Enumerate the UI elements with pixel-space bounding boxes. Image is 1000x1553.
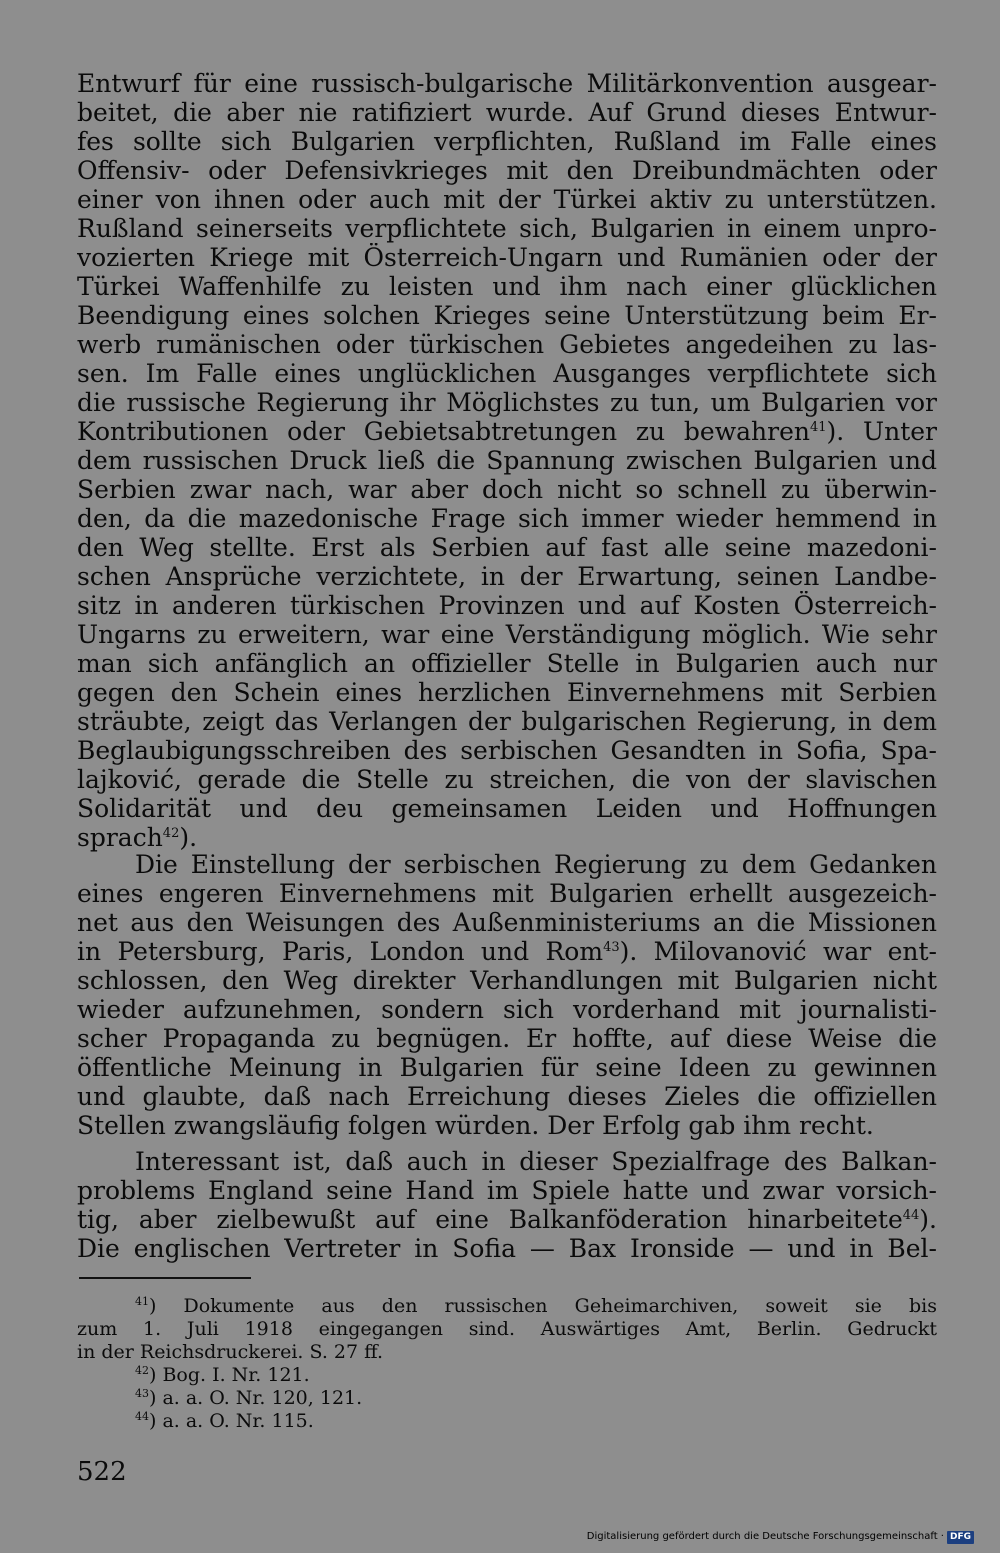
- text-line: einer von ihnen oder auch mit der Türkei aktiv zu unterstützen.: [77, 185, 937, 214]
- footnote-text: ) Dokumente aus den russischen Geheimarchiven, soweit sie bis: [149, 1295, 937, 1317]
- text-line: Entwurf für eine russisch-bulgarische Militärkonvention ausgear-: [77, 69, 937, 98]
- footnote-41: [77, 1295, 937, 1318]
- text-line: Interessant ist, daß auch in dieser Spezialfrage des Balkan-: [135, 1147, 937, 1176]
- credit-text: Digitalisierung gefördert durch die Deutsche Forschungsgemeinschaft ·: [586, 1531, 944, 1542]
- text-segment: ).: [919, 1205, 937, 1234]
- text-line: vozierten Kriege mit Österreich-Ungarn und Rumänien oder der: [77, 243, 937, 272]
- footnote-line: in der Reichsdruckerei. S. 27 ff.: [77, 1341, 383, 1363]
- text-line: Die englischen Vertreter in Sofia — Bax Ironside — und in Bel-: [77, 1234, 937, 1263]
- text-line: den, da die mazedonische Frage sich immer wieder hemmend in: [77, 504, 937, 533]
- text-segment: Kontributionen oder Gebietsabtretungen zu bewahren: [77, 417, 810, 446]
- footnote-marker: 43: [135, 1387, 149, 1400]
- text-segment: ). Unter: [826, 417, 937, 446]
- page-number: 522: [77, 1457, 127, 1487]
- footnote-ref: 44: [902, 1208, 920, 1223]
- text-line: Beglaubigungsschreiben des serbischen Gesandten in Sofia, Spa-: [77, 736, 937, 765]
- footnote-line: zum 1. Juli 1918 eingegangen sind. Auswärtiges Amt, Berlin. Gedruckt: [77, 1318, 937, 1340]
- footnote-ref: 42: [162, 826, 180, 841]
- footnotes: [77, 1295, 937, 1433]
- footnote-text: ) a. a. O. Nr. 115.: [149, 1410, 314, 1432]
- text-line: gegen den Schein eines herzlichen Einvernehmens mit Serbien: [77, 678, 937, 707]
- footnote-ref: 43: [603, 940, 620, 955]
- text-line: und glaubte, daß nach Erreichung dieses Zieles die offiziellen: [77, 1082, 937, 1111]
- text-line: schen Ansprüche verzichtete, in der Erwartung, seinen Landbe-: [77, 562, 937, 591]
- text-line: sitz in anderen türkischen Provinzen und auf Kosten Österreich-: [77, 591, 937, 620]
- text-line: beitet, die aber nie ratifiziert wurde. Auf Grund dieses Entwur-: [77, 98, 937, 127]
- paragraph-3: [77, 1147, 937, 1263]
- text-line: man sich anfänglich an offizieller Stelle in Bulgarien auch nur: [77, 649, 937, 678]
- text-line: Serbien zwar nach, war aber doch nicht so schnell zu überwin-: [77, 475, 937, 504]
- footnote-42: [77, 1364, 937, 1387]
- footnote-marker: 41: [135, 1295, 149, 1308]
- text-line: dem russischen Druck ließ die Spannung zwischen Bulgarien und: [77, 446, 937, 475]
- text-line: die russische Regierung ihr Möglichstes zu tun, um Bulgarien vor: [77, 388, 937, 417]
- footnote-marker: 42: [135, 1364, 149, 1377]
- text-line: [77, 417, 937, 446]
- text-line: scher Propaganda zu begnügen. Er hoffte, auf diese Weise die: [77, 1024, 937, 1053]
- text-line: [77, 937, 937, 966]
- text-segment: tig, aber zielbewußt auf eine Balkanföderation hinarbeitete: [77, 1205, 903, 1234]
- text-line: werb rumänischen oder türkischen Gebietes angedeihen zu las-: [77, 330, 937, 359]
- footnote-43: [77, 1387, 937, 1410]
- text-line: [77, 1205, 937, 1234]
- footnote-44: [77, 1410, 937, 1433]
- text-line: Solidarität und deu gemeinsamen Leiden und Hoffnungen: [77, 794, 937, 823]
- text-line: sen. Im Falle eines unglücklichen Ausganges verpflichtete sich: [77, 359, 937, 388]
- text-segment: ). Milovanović war ent-: [619, 937, 937, 966]
- text-line: sträubte, zeigt das Verlangen der bulgarischen Regierung, in dem: [77, 707, 937, 736]
- text-segment: in Petersburg, Paris, London und Rom: [77, 937, 604, 966]
- footnote-ref: 41: [809, 420, 827, 435]
- text-segment: sprach: [77, 823, 163, 852]
- text-line: schlossen, den Weg direkter Verhandlungen mit Bulgarien nicht: [77, 966, 937, 995]
- text-line: Türkei Waffenhilfe zu leisten und ihm nach einer glücklichen: [77, 272, 937, 301]
- text-line: Beendigung eines solchen Krieges seine Unterstützung beim Er-: [77, 301, 937, 330]
- footnote-separator: [79, 1277, 251, 1279]
- text-line: Ungarns zu erweitern, war eine Verständigung möglich. Wie sehr: [77, 620, 937, 649]
- paragraph-1: [77, 69, 937, 852]
- footnote-text: ) Bog. I. Nr. 121.: [149, 1364, 310, 1386]
- text-line: fes sollte sich Bulgarien verpflichten, Rußland im Falle eines: [77, 127, 937, 156]
- text-line: Die Einstellung der serbischen Regierung zu dem Gedanken: [135, 850, 937, 879]
- text-line: problems England seine Hand im Spiele hatte und zwar vorsich-: [77, 1176, 937, 1205]
- digitization-credit: [587, 1529, 974, 1545]
- text-line: [77, 823, 937, 852]
- paragraph-2: [77, 850, 937, 1140]
- text-line: Stellen zwangsläufig folgen würden. Der Erfolg gab ihm recht.: [77, 1111, 874, 1140]
- text-line: net aus den Weisungen des Außenministeriums an die Missionen: [77, 908, 937, 937]
- text-line: lajković, gerade die Stelle zu streichen, die von der slavischen: [77, 765, 937, 794]
- text-line: eines engeren Einvernehmens mit Bulgarien erhellt ausgezeich-: [77, 879, 937, 908]
- dfg-logo: DFG: [947, 1531, 974, 1544]
- text-line: wieder aufzunehmen, sondern sich vorderhand mit journalisti-: [77, 995, 937, 1024]
- text-line: den Weg stellte. Erst als Serbien auf fast alle seine mazedoni-: [77, 533, 937, 562]
- text-line: Rußland seinerseits verpflichtete sich, Bulgarien in einem unpro-: [77, 214, 937, 243]
- text-line: Offensiv- oder Defensivkrieges mit den Dreibundmächten oder: [77, 156, 937, 185]
- text-line: öffentliche Meinung in Bulgarien für seine Ideen zu gewinnen: [77, 1053, 937, 1082]
- footnote-text: ) a. a. O. Nr. 120, 121.: [149, 1387, 363, 1409]
- text-segment: ).: [179, 823, 198, 852]
- footnote-marker: 44: [135, 1410, 149, 1423]
